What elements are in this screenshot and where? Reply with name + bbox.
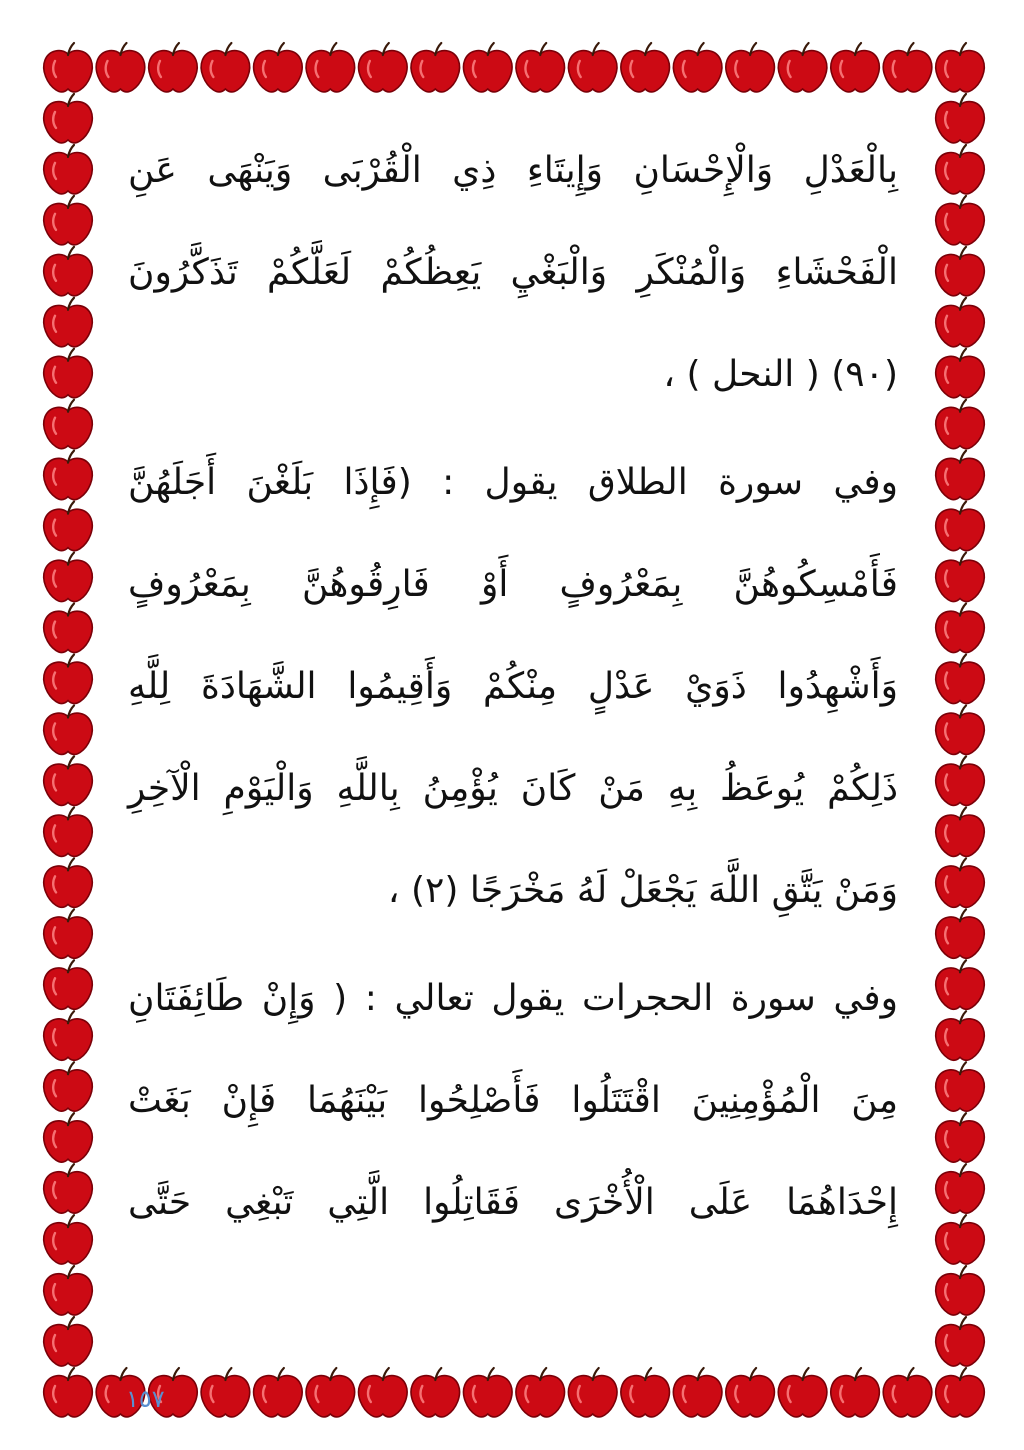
paragraph-1 [128,120,898,426]
apple-icon [778,1368,827,1417]
apple-icon [44,349,93,398]
apple-icon [306,43,355,92]
paragraph-2 [128,432,898,942]
apple-icon [936,1164,985,1213]
apple-icon [936,858,985,907]
text-line: بِالْعَدْلِ وَالْإِحْسَانِ وَإِيتَاءِ ذِي الْقُرْبَى وَيَنْهَى عَنِ [128,150,898,191]
apple-icon [44,655,93,704]
text-line: وَمَنْ يَتَّقِ اللَّهَ يَجْعَلْ لَهُ مَخْرَجًا (٢) ، [387,870,898,911]
apple-icon [936,1113,985,1162]
apple-icon [359,43,408,92]
apple-icon [621,1368,670,1417]
apple-icon [44,1113,93,1162]
apple-icon [44,451,93,500]
apple-icon [44,1317,93,1366]
apple-icon [883,1368,932,1417]
apple-icon [44,298,93,347]
text-line: ذَلِكُمْ يُوعَظُ بِهِ مَنْ كَانَ يُؤْمِنُ بِاللَّهِ وَالْيَوْمِ الْآخِرِ [128,768,898,809]
apple-icon [778,43,827,92]
apple-icon [673,1368,722,1417]
apple-icon [411,43,460,92]
apple-icon [936,604,985,653]
text-line: فَأَمْسِكُوهُنَّ بِمَعْرُوفٍ أَوْ فَارِقُوهُنَّ بِمَعْرُوفٍ [128,564,898,605]
apple-icon [44,1266,93,1315]
apple-icon [44,1215,93,1264]
apple-icon [516,43,565,92]
apple-icon [936,807,985,856]
text-line: إِحْدَاهُمَا عَلَى الْأُخْرَى فَقَاتِلُوا الَّتِي تَبْغِي حَتَّى [128,1182,898,1223]
apple-icon [568,1368,617,1417]
text-line: وَأَشْهِدُوا ذَوَيْ عَدْلٍ مِنْكُمْ وَأَقِيمُوا الشَّهَادَةَ لِلَّهِ [128,666,898,707]
apple-icon [936,43,985,92]
apple-icon [936,1368,985,1417]
apple-icon [936,247,985,296]
apple-icon [44,400,93,449]
apple-icon [44,43,93,92]
page-number: ١٥٧ [126,1385,165,1413]
apple-icon [936,1317,985,1366]
apple-icon [44,756,93,805]
text-line: وفي سورة الحجرات يقول تعالي : ( وَإِنْ طَائِفَتَانِ [128,978,898,1019]
apple-icon [936,94,985,143]
apple-icon [516,1368,565,1417]
apple-icon [936,502,985,551]
apple-icon [44,1368,93,1417]
apple-icon [621,43,670,92]
apple-icon [936,1011,985,1060]
apple-icon [44,960,93,1009]
apple-icon [464,1368,513,1417]
apple-icon [411,1368,460,1417]
apple-icon [44,858,93,907]
apple-icon [44,706,93,755]
apple-icon [44,1011,93,1060]
apple-icon [44,909,93,958]
apple-icon [464,43,513,92]
apple-icon [44,1062,93,1111]
page-text [128,120,898,1260]
apple-icon [44,1164,93,1213]
apple-icon [936,909,985,958]
apple-icon [673,43,722,92]
apple-icon [44,553,93,602]
apple-icon [568,43,617,92]
apple-icon [44,196,93,245]
apple-icon [44,807,93,856]
apple-icon [201,43,250,92]
apple-icon [44,604,93,653]
apple-icon [254,43,303,92]
apple-icon [883,43,932,92]
text-line: الْفَحْشَاءِ وَالْمُنْكَرِ وَالْبَغْيِ يَعِظُكُمْ لَعَلَّكُمْ تَذَكَّرُونَ [128,252,898,293]
apple-icon [936,1215,985,1264]
text-line: (٩٠) ( النحل ) ، [663,354,898,395]
apple-icon [936,451,985,500]
apple-icon [726,43,775,92]
text-line: مِنَ الْمُؤْمِنِينَ اقْتَتَلُوا فَأَصْلِحُوا بَيْنَهُمَا فَإِنْ بَغَتْ [128,1080,898,1121]
apple-icon [149,43,198,92]
apple-icon [831,43,880,92]
apple-icon [306,1368,355,1417]
apple-icon [44,247,93,296]
apple-icon [936,1062,985,1111]
paragraph-3 [128,948,898,1254]
apple-icon [936,655,985,704]
apple-icon [936,145,985,194]
apple-icon [44,502,93,551]
apple-icon [726,1368,775,1417]
apple-icon [936,706,985,755]
apple-icon [936,400,985,449]
apple-icon [936,960,985,1009]
text-line: وفي سورة الطلاق يقول : (فَإِذَا بَلَغْنَ أَجَلَهُنَّ [128,462,898,503]
apple-icon [201,1368,250,1417]
apple-icon [254,1368,303,1417]
apple-icon [936,553,985,602]
apple-icon [831,1368,880,1417]
apple-icon [936,349,985,398]
apple-icon [44,145,93,194]
apple-icon [96,43,145,92]
apple-icon [936,1266,985,1315]
apple-icon [936,298,985,347]
apple-icon [44,94,93,143]
apple-icon [359,1368,408,1417]
apple-icon [936,756,985,805]
apple-icon [936,196,985,245]
